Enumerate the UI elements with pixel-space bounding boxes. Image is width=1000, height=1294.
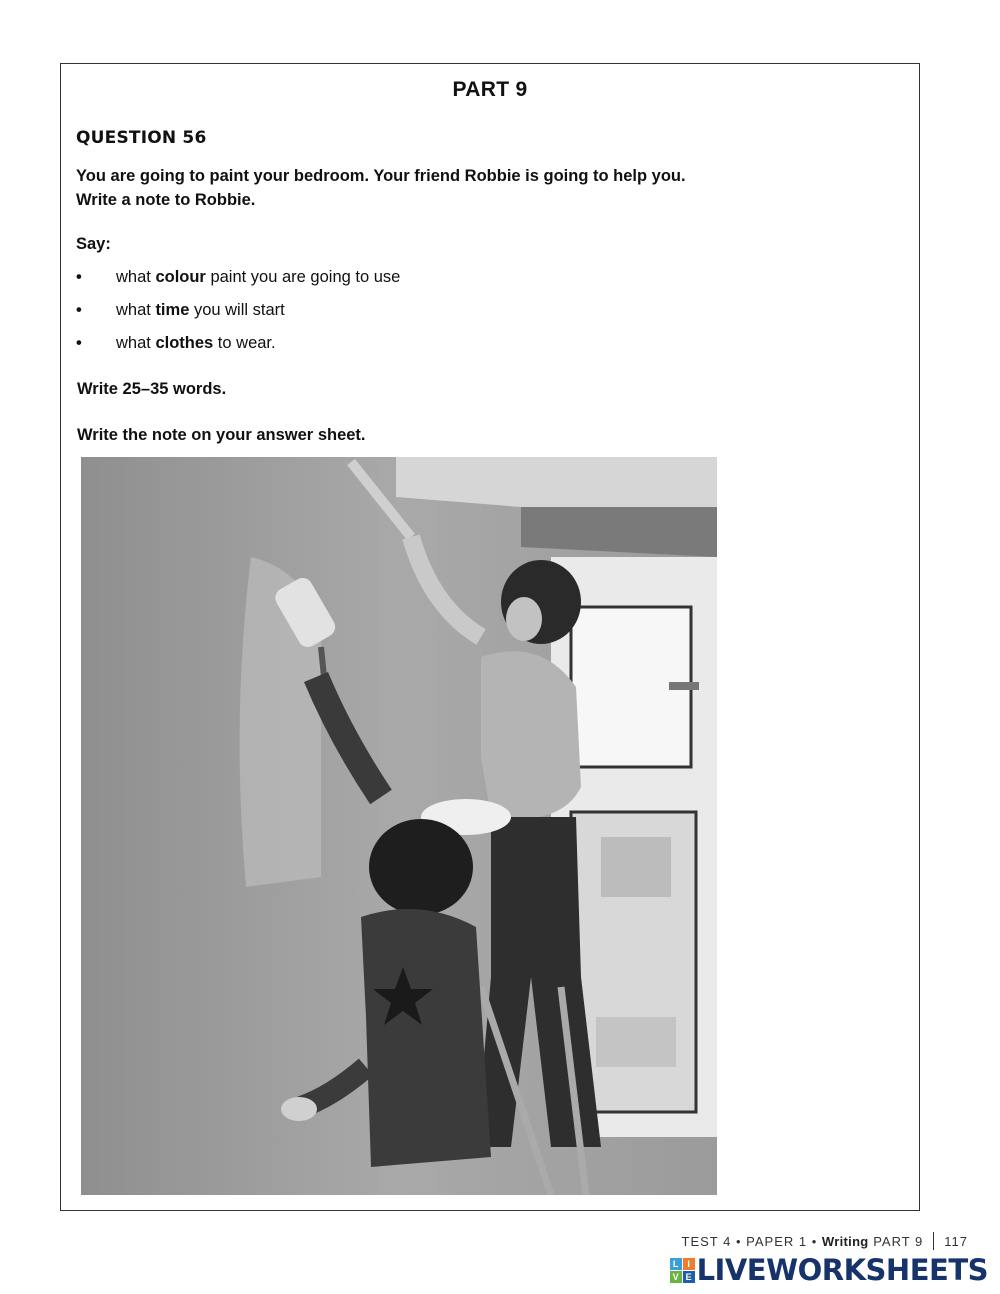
footer-test: TEST 4 [681, 1233, 732, 1249]
footer-part: PART 9 [873, 1233, 924, 1249]
intro-line-2: Write a note to Robbie. [76, 191, 256, 209]
hand [281, 1097, 317, 1121]
footer-section: Writing [821, 1233, 869, 1249]
sweater [481, 651, 581, 819]
logo-cell: V [670, 1271, 682, 1283]
word-count: Write 25–35 words. [77, 380, 227, 398]
bullet-text: what [116, 334, 156, 352]
bullet-text: what [116, 268, 156, 286]
face [506, 597, 542, 641]
bullet-icon: • [76, 268, 82, 286]
answer-instruction: Write the note on your answer sheet. [77, 426, 366, 444]
bullet-icon: • [76, 334, 82, 352]
list-item [76, 266, 400, 299]
bullet-icon: • [76, 301, 82, 319]
bullet-text: to wear. [213, 334, 276, 352]
building-outside [601, 837, 671, 897]
question-title: QUESTION 56 [76, 128, 207, 148]
logo-cell: I [683, 1258, 695, 1270]
footer-divider [933, 1232, 934, 1250]
part-title: PART 9 [452, 78, 528, 101]
footer-bullet: • [735, 1233, 742, 1249]
footer-bullet: • [811, 1233, 818, 1249]
bullet-text: paint you are going to use [205, 268, 401, 286]
page-number: 117 [944, 1233, 968, 1249]
logo-grid-icon [670, 1258, 695, 1283]
logo-cell: L [670, 1258, 682, 1270]
ceiling [396, 457, 717, 507]
intro-text [76, 164, 686, 212]
bullet-keyword: clothes [155, 334, 214, 352]
bullet-list [76, 266, 400, 365]
logo-cell: E [683, 1271, 695, 1283]
painting-illustration [81, 457, 717, 1195]
bullet-text: you will start [189, 301, 285, 319]
bullet-keyword: time [155, 301, 190, 319]
hair [369, 819, 473, 915]
bullet-text: what [116, 301, 156, 319]
footer-paper: PAPER 1 [746, 1233, 808, 1249]
list-item [76, 299, 400, 332]
question-frame [60, 63, 920, 1211]
page-footer [682, 1232, 969, 1250]
sweatshirt [361, 909, 491, 1167]
brand-name: LIVEWORKSHEETS [696, 1253, 988, 1287]
liveworksheets-logo [670, 1253, 988, 1287]
bullet-keyword: colour [155, 268, 206, 286]
painting-photo [81, 457, 717, 1195]
intro-line-1: You are going to paint your bedroom. Your friend Robbie is going to help you. [76, 167, 686, 185]
building-outside [596, 1017, 676, 1067]
list-item [76, 332, 400, 365]
say-label: Say: [76, 235, 111, 253]
window-handle [669, 682, 699, 690]
